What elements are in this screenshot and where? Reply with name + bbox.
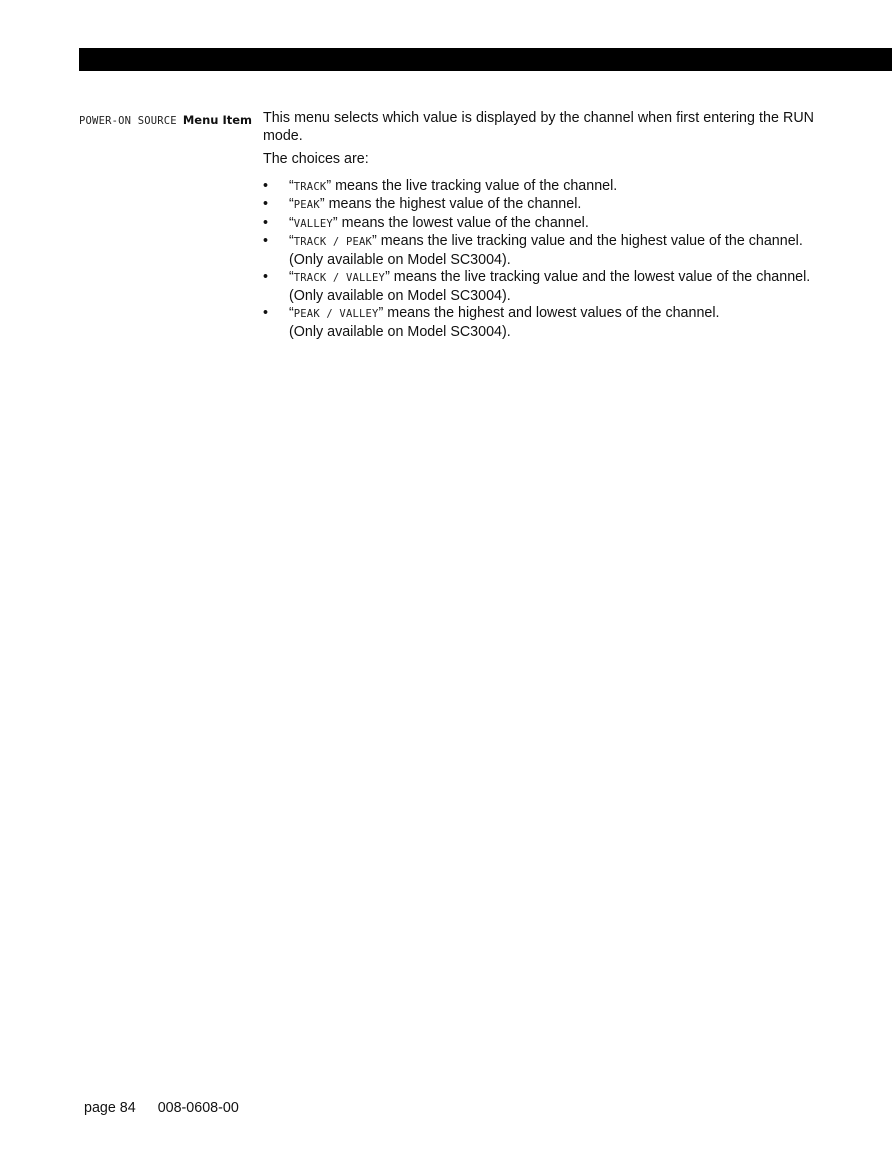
choice-text: ” means the highest value of the channel. bbox=[319, 196, 582, 212]
bullet-icon: • bbox=[263, 214, 269, 231]
choice-note: (Only available on Model SC3004). bbox=[289, 323, 511, 340]
list-item: • “PEAK / VALLEY” means the highest and lowest values of the channel. (Only available on Model SC3004). bbox=[263, 305, 814, 341]
bullet-icon: • bbox=[263, 269, 269, 285]
bullet-icon: • bbox=[263, 233, 269, 249]
choice-code: VALLEY bbox=[293, 217, 333, 230]
list-item: • “TRACK / VALLEY” means the live tracking value and the lowest value of the channel. (Only available on Model SC3004). bbox=[263, 269, 814, 305]
intro-paragraph: This menu selects which value is displayed by the channel when first entering the RUN mode. bbox=[263, 110, 814, 144]
list-item: • “TRACK / PEAK” means the live tracking value and the highest value of the channel. (Only available on Model SC3004). bbox=[263, 233, 814, 269]
bullet-icon: • bbox=[263, 305, 269, 321]
choice-text: ” means the live tracking value and the lowest value of the channel. bbox=[385, 269, 811, 285]
choice-text: ” means the highest and lowest values of the channel. bbox=[378, 305, 720, 321]
choice-code: TRACK bbox=[293, 180, 327, 193]
page-footer bbox=[84, 1100, 239, 1116]
choice-code: TRACK / VALLEY bbox=[293, 272, 386, 284]
choice-text: ” means the lowest value of the channel. bbox=[332, 214, 589, 231]
list-item: • “VALLEY” means the lowest value of the channel. bbox=[263, 214, 589, 231]
choice-note: (Only available on Model SC3004). bbox=[289, 251, 511, 268]
choices-heading: The choices are: bbox=[263, 151, 369, 167]
header-bar bbox=[79, 48, 892, 71]
choices-list bbox=[263, 178, 814, 342]
section-body bbox=[263, 110, 814, 341]
list-item: • “TRACK” means the live tracking value of the channel. bbox=[263, 177, 618, 194]
choice-text: ” means the live tracking value and the highest value of the channel. bbox=[372, 233, 803, 249]
choice-code: PEAK / VALLEY bbox=[293, 308, 379, 320]
bullet-icon: • bbox=[263, 177, 269, 194]
choice-code: PEAK bbox=[293, 199, 320, 211]
section-sidehead bbox=[79, 111, 254, 129]
choice-code: TRACK / PEAK bbox=[293, 236, 373, 248]
sidehead-label: Menu Item bbox=[182, 113, 253, 127]
choice-text: ” means the live tracking value of the channel. bbox=[326, 177, 618, 194]
document-number: 008-0608-00 bbox=[157, 1100, 239, 1116]
bullet-icon: • bbox=[263, 196, 269, 212]
list-item: • “PEAK” means the highest value of the channel. bbox=[263, 196, 582, 212]
choice-note: (Only available on Model SC3004). bbox=[289, 287, 511, 304]
sidehead-code: POWER-ON SOURCE bbox=[79, 115, 177, 127]
page-number: page 84 bbox=[84, 1100, 136, 1116]
